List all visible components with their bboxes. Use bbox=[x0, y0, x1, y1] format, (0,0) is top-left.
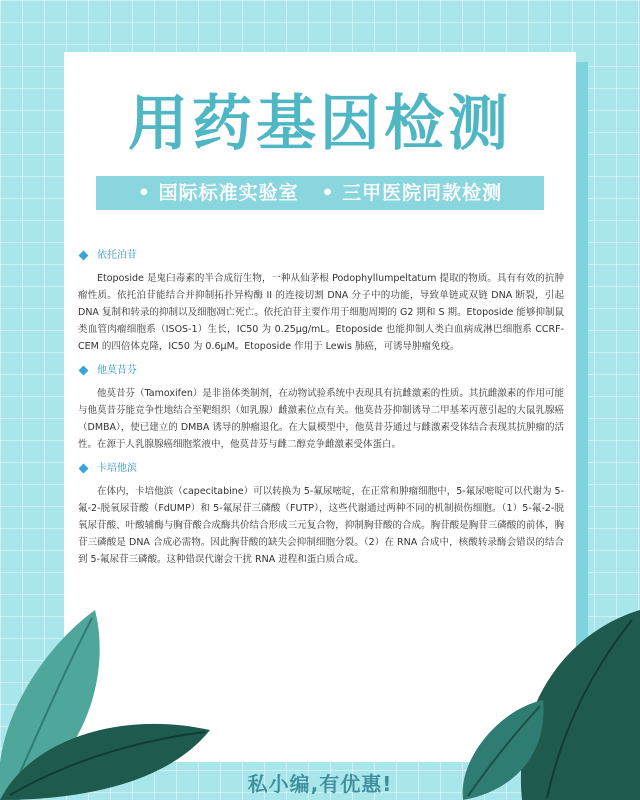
diamond-bullet-icon bbox=[79, 365, 89, 375]
section-body: 在体内，卡培他滨（capecitabine）可以转换为 5-氟尿嘧啶，在正常和肿瘤细胞中，5-氟尿嘧啶可以代谢为 5-氟-2-脱氧尿苷酸（FdUMP）和 5-氟尿苷三磷酸（FUTP），这些代谢通过两种不同的机制损伤细胞。（1）5-氟-2-脱氧尿苷酸、叶酸辅酶与胸苷酸合成酶共价结合形成三元复合物，抑制胸苷酸的合成。胸苷酸是胸苷三磷酸的前体，胸苷三磷酸是 DNA 合成必需物。因此胸苷酸的缺失会抑制细胞分裂。（2）在 RNA 合成中，核酸转录酶会错误的结合到 5-氟尿苷三磷酸。这种错误代谢会干扰 RNA 进程和蛋白质合成。 bbox=[78, 486, 564, 565]
section-etoposide bbox=[78, 246, 564, 355]
drug-sections bbox=[78, 246, 564, 574]
diamond-bullet-icon bbox=[79, 463, 89, 473]
section-body: 他莫昔芬（Tamoxifen）是非甾体类制剂，在动物试验系统中表现具有抗雌激素的性质。其抗雌激素的作用可能与他莫昔芬能竞争性地结合至靶组织（如乳腺）雌激素位点有关。他莫昔芬抑制诱导二甲基苯丙蒽引起的大鼠乳腺癌（DMBA），使已建立的 DMBA 诱导的肿瘤退化。在大鼠模型中，他莫昔芬通过与雌激素受体结合表现其抗肿瘤的活性。在源于人乳腺腺癌细胞浆液中，他莫昔芬与雌二醇竞争雌激素受体蛋白。 bbox=[78, 388, 564, 450]
section-header bbox=[78, 361, 564, 379]
section-tamoxifen bbox=[78, 361, 564, 453]
section-title: 他莫昔芬 bbox=[97, 364, 137, 376]
section-body: Etoposide 是鬼臼毒素的半合成衍生物，一种从仙茅根 Podophyllumpeltatum 提取的物质。具有有效的抗肿瘤性质。依托泊苷能结合并抑制拓扑异构酶 II 的连接切割 DNA 分子中的功能，导致单链或双链 DNA 断裂，引起 DNA 复制和转录的抑制以及细胞凋亡死亡。依托泊苷主要作用于细胞周期的 G2 期和 S 期。Etoposide 能够抑制鼠类血管肉瘤细胞系（ISOS-1）生长，IC50 为 0.25μg/mL。Etoposide 也能抑制人类白血病成淋巴细胞系 CCRF-CEM 的四倍体克隆，IC50 为 0.6μM。Etoposide 作用于 Lewis 肺癌，可诱导肿瘤免疫。 bbox=[78, 273, 564, 352]
subtitle-text: • 国际标准实验室 • 三甲医院同款检测 bbox=[137, 182, 503, 204]
promo-footer: 私小编,有优惠! bbox=[247, 772, 393, 796]
section-header bbox=[78, 459, 564, 477]
diamond-bullet-icon bbox=[79, 250, 89, 260]
section-title: 依托泊苷 bbox=[97, 249, 137, 261]
page-title: 用药基因检测 bbox=[128, 89, 512, 159]
section-capecitabine bbox=[78, 459, 564, 568]
section-title: 卡培他滨 bbox=[97, 462, 137, 474]
section-header bbox=[78, 246, 564, 264]
